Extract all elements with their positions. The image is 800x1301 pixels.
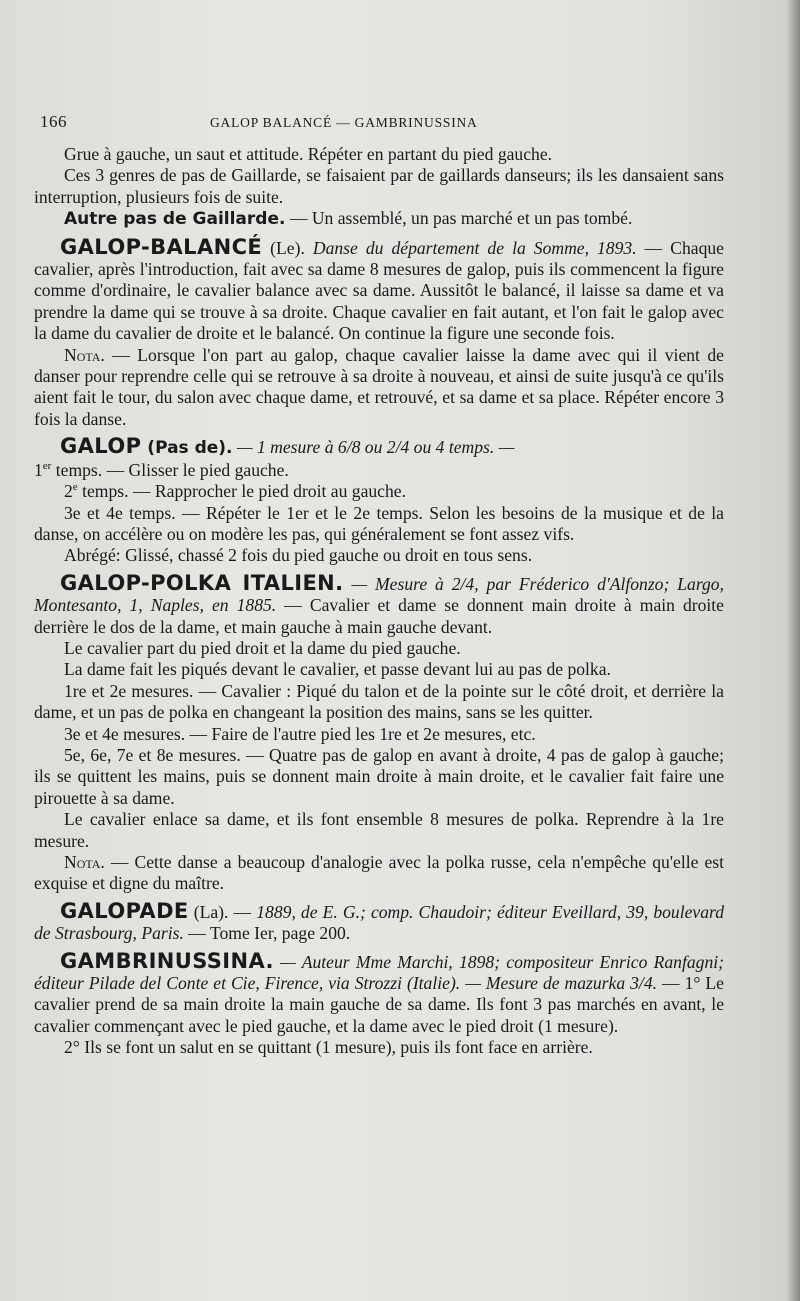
entry-text: — Chaque cavalier, après l'introduction, fait avec sa dame 8 mesures de galop, puis ils commencent la figure comme d'ordinaire, le cavalier balance avec sa dame. Aussitôt le balancé, il laisse sa dame et va prendre la dame qui se trouve à sa droite. Chaque cavalier en fait autant, et l'on fait le galop avec la dame du cavalier de droite et le balancé. On continue la figure une seconde fois. bbox=[34, 237, 724, 344]
entry-headword: GALOP-POLKA ITALIEN. bbox=[60, 570, 344, 595]
paragraph bbox=[34, 1037, 724, 1058]
running-title: GALOP BALANCÉ — GAMBRINUSSINA bbox=[210, 115, 478, 130]
entry-galop bbox=[34, 436, 724, 481]
paragraph bbox=[34, 165, 724, 208]
entry-paren: (La). — bbox=[188, 901, 257, 922]
paragraph-text: Le cavalier enlace sa dame, et ils font ensemble 8 mesures de polka. Reprendre à la 1re mesure. bbox=[34, 809, 724, 851]
paragraph-text: 1re et 2e mesures. — Cavalier : Piqué du talon et de la pointe sur le côté droit, et derrière la dame, et un pas de polka en changeant la position des mains, sans se les quitter. bbox=[34, 680, 724, 723]
entry-text: — 1° Le cavalier prend de sa main droite la main gauche de sa dame. Ils font 3 pas marchés en avant, le cavalier commençant avec le pied gauche, et la dame avec le pied droit (1 mesure). bbox=[34, 973, 724, 1036]
nota-label: Nota. bbox=[64, 344, 105, 365]
entry-headword: GALOP-BALANCÉ bbox=[60, 234, 263, 259]
paragraph bbox=[34, 659, 724, 680]
entry-galopade bbox=[34, 898, 724, 945]
page-number: 166 bbox=[40, 112, 67, 131]
paragraph-text: — Un assemblé, un pas marché et un pas tombé. bbox=[285, 208, 633, 229]
paragraph bbox=[34, 724, 724, 745]
nota-label: Nota. bbox=[64, 852, 105, 872]
nota-paragraph bbox=[34, 852, 724, 895]
nota-paragraph bbox=[34, 345, 724, 431]
step-text: 3e et 4e temps. — Répéter le 1er et le 2e temps. Selon les besoins de la musique et de la danse, on accélère ou on modère les pas, qui généralement se font assez vifs. bbox=[34, 502, 724, 544]
step-line bbox=[34, 503, 724, 546]
running-head bbox=[40, 112, 740, 132]
entry-source: 1889, de E. G.; comp. Chaudoir; éditeur Eveillard, 39, boulevard de Strasbourg, Paris. bbox=[34, 901, 724, 944]
entry-measure: — 1 mesure à 6/8 ou 2/4 ou 4 temps. — bbox=[232, 437, 515, 458]
entry-source: Danse du département de la Somme, 1893. bbox=[312, 237, 637, 258]
step-number: 2 bbox=[64, 481, 73, 502]
paragraph bbox=[34, 208, 724, 230]
entry-headword: GAMBRINUSSINA. bbox=[60, 948, 274, 973]
entry-headword: GALOP bbox=[60, 434, 142, 459]
paragraph bbox=[34, 745, 724, 809]
nota-text: — Lorsque l'on part au galop, chaque cavalier laisse la dame avec qui il vient de danser pour reprendre celle qui se retrouve à sa droite à nouveau, et ainsi de suite jusqu'à ce qu'ils aient fait le tour, du salon avec chaque dame, et retrouvé, et sa dame et sa place. Répéter encore 3 fois la danse. bbox=[34, 344, 724, 429]
paragraph bbox=[34, 638, 724, 659]
entry-galop-polka bbox=[34, 570, 724, 638]
paragraph-text: La dame fait les piqués devant le cavalier, et passe devant lui au pas de polka. bbox=[64, 659, 611, 680]
step-line bbox=[34, 481, 724, 502]
body-text bbox=[34, 144, 724, 1059]
abrege-line bbox=[34, 545, 724, 566]
paragraph-text: 3e et 4e mesures. — Faire de l'autre pied les 1re et 2e mesures, etc. bbox=[64, 723, 536, 744]
entry-source: — Auteur Mme Marchi, 1898; compositeur Enrico Ranfagni; éditeur Pilade del Conte et Cie, Firence, via Strozzi (Italie). — Mesure de mazurka 3/4. bbox=[34, 951, 724, 994]
entry-text: — Tome Ier, page 200. bbox=[183, 923, 351, 944]
entry-gambrinussina bbox=[34, 948, 724, 1038]
step-text: temps. — Glisser le pied gauche. bbox=[51, 459, 289, 480]
entry-headword: GALOPADE bbox=[60, 898, 189, 923]
step-sup: e bbox=[72, 481, 78, 494]
paragraph bbox=[34, 681, 724, 724]
paragraph-text: Ces 3 genres de pas de Gaillarde, se faisaient par de gaillards danseurs; ils les dansaient sans interruption, plusieurs fois de suite. bbox=[34, 165, 724, 207]
paragraph bbox=[34, 809, 724, 852]
step-sup: er bbox=[42, 459, 52, 472]
paragraph bbox=[34, 144, 724, 165]
subheading: Autre pas de Gaillarde. bbox=[64, 209, 286, 230]
entry-source: — Mesure à 2/4, par Fréderico d'Alfonzo; Largo, Montesanto, 1, Naples, en 1885. bbox=[34, 573, 724, 616]
step-text: temps. — Rapprocher le pied droit au gauche. bbox=[77, 481, 406, 502]
entry-paren: (Pas de). bbox=[141, 438, 233, 459]
entry-galop-balance bbox=[34, 234, 724, 345]
paragraph-text: 2° Ils se font un salut en se quittant (1 mesure), puis ils font face en arrière. bbox=[64, 1037, 593, 1058]
nota-text: — Cette danse a beaucoup d'analogie avec la polka russe, cela n'empêche qu'elle est exquise et digne du maître. bbox=[34, 852, 724, 894]
entry-text: — Cavalier et dame se donnent main droite à main droite derrière le dos de la dame, et main gauche à main gauche devant. bbox=[34, 595, 724, 637]
paragraph-text: Le cavalier part du pied droit et la dame du pied gauche. bbox=[64, 637, 461, 658]
paragraph-text: 5e, 6e, 7e et 8e mesures. — Quatre pas de galop en avant à droite, 4 pas de galop à gauche; ils se quittent les mains, puis se donnent main droite à main droite, et le cavalier fait faire une pirouette à sa dame. bbox=[34, 744, 724, 808]
paragraph-text: Grue à gauche, un saut et attitude. Répéter en partant du pied gauche. bbox=[64, 144, 553, 164]
step-number: 1 bbox=[34, 459, 43, 480]
entry-paren: (Le). bbox=[262, 237, 313, 258]
abrege-text: Abrégé: Glissé, chassé 2 fois du pied gauche ou droit en tous sens. bbox=[64, 545, 533, 566]
